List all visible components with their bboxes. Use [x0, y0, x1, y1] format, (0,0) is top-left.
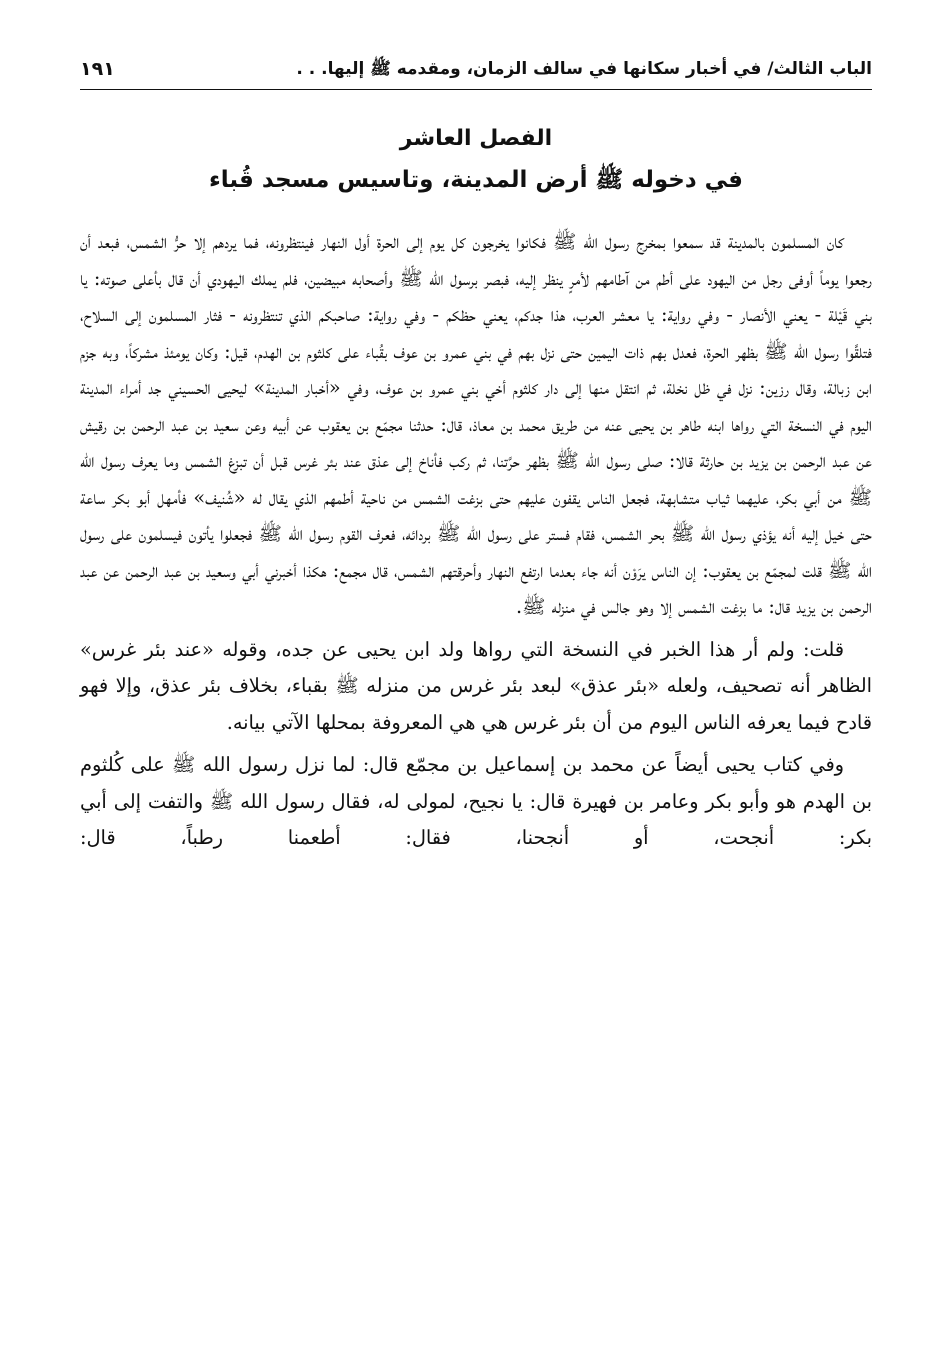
running-header-title: الباب الثالث/ في أخبار سكانها في سالف الزمان، ومقدمه ﷺ إليها. . .: [296, 59, 872, 79]
paragraph-1: كان المسلمون بالمدينة قد سمعوا بمخرج رسول الله ﷺ فكانوا يخرجون كل يوم إلى الحرة أول النهار فينتظرونه، فما يردهم إلا حرُّ الشمس، فبعد أن رجعوا يوماً أوفى رجل من اليهود على أطم من آطامهم لأمرٍ ينظر إليه، فبصر برسول الله ﷺ وأصحابه مبيضين، فلم يملك اليهودي أن قال بأعلى صوته: يا بني قَيْلة - يعني الأنصار - وفي رواية: يا معشر العرب، هذا جدكم، يعني حظكم - وفي رواية: صاحبكم الذي تنتظرونه - فثار المسلمون إلى السلاح، فتلقَّوا رسول الله ﷺ بظهر الحرة، فعدل بهم ذات اليمين حتى نزل بهم في بني عمرو بن عوف بقُباء على كلثوم بن الهدم، قيل: وكان يومئذ مشركاً، وبه جزم ابن زبالة، وقال رزين: نزل في ظل نخلة، ثم انتقل منها إلى دار كلثوم أخي بني عمرو بن عوف، وفي «أخبار المدينة» ليحيى الحسيني جد أمراء المدينة اليوم في النسخة التي رواها ابنه طاهر بن يحيى عنه من طريق محمد بن معاذ، قال: حدثنا مجمّع بن يعقوب عن أبيه وعن سعيد بن عبد الرحمن بن رقيش عن عبد الرحمن بن يزيد بن حارثة قالا: صلى رسول الله ﷺ بظهر حرَّتنا، ثم ركب فأناخ إلى عذق عند بئر غرس قبل أن تبزغ الشمس وما يعرف رسول الله ﷺ من أبي بكر، عليهما ثياب متشابهة، فجعل الناس يقفون عليهم حتى بزغت الشمس من ناحية أطمهم الذي يقال له «شُنيف» فأمهل أبو بكر ساعة حتى خيل إليه أنه يؤذي رسول الله ﷺ بحر الشمس، فقام فستر على رسول الله ﷺ بردائه، فعرف القوم رسول الله ﷺ فجعلوا يأتون فيسلمون على رسول الله ﷺ قلت لمجمّع بن يعقوب: إن الناس يرَوْن أنه جاء بعدما ارتفع النهار وأحرقتهم الشمس، قال مجمع: هكذا أخبرني أبي وسعيد بن عبد الرحمن عن عبد الرحمن بن يزيد قال: ما بزغت الشمس إلا وهو جالس في منزله ﷺ.: [80, 230, 872, 618]
body-text: [80, 224, 872, 863]
running-header: [80, 52, 872, 86]
chapter-title: الفصل العاشر: [399, 126, 553, 151]
paragraph-2: قلت: ولم أر هذا الخبر في النسخة التي رواها ولد ابن يحيى عن جده، وقوله «عند بئر غرس» الظاهر أنه تصحيف، ولعله «بئر عذق» لبعد بئر غرس من منزله ﷺ بقباء، بخلاف بئر عذق، وإلا فهو قادح فيما يعرفه الناس اليوم من أن بئر غرس هي هي المعروفة بمحلها الآتي بيانه.: [80, 637, 872, 734]
header-rule: [80, 89, 872, 90]
chapter-subtitle: في دخوله ﷺ أرض المدينة، وتاسيس مسجد قُباء: [209, 167, 743, 193]
chapter-heading: [80, 122, 872, 200]
page-number: ١٩١: [80, 58, 115, 80]
paragraph-3: وفي كتاب يحيى أيضاً عن محمد بن إسماعيل بن مجمّع قال: لما نزل رسول الله ﷺ على كُلثوم بن الهدم هو وأبو بكر وعامر بن فهيرة قال: يا نجيح، لمولى له، فقال رسول الله ﷺ والتفت إلى أبي بكر: أنجحت، أو أنجحنا، فقال: أطعمنا رطباً، قال:: [80, 753, 872, 849]
